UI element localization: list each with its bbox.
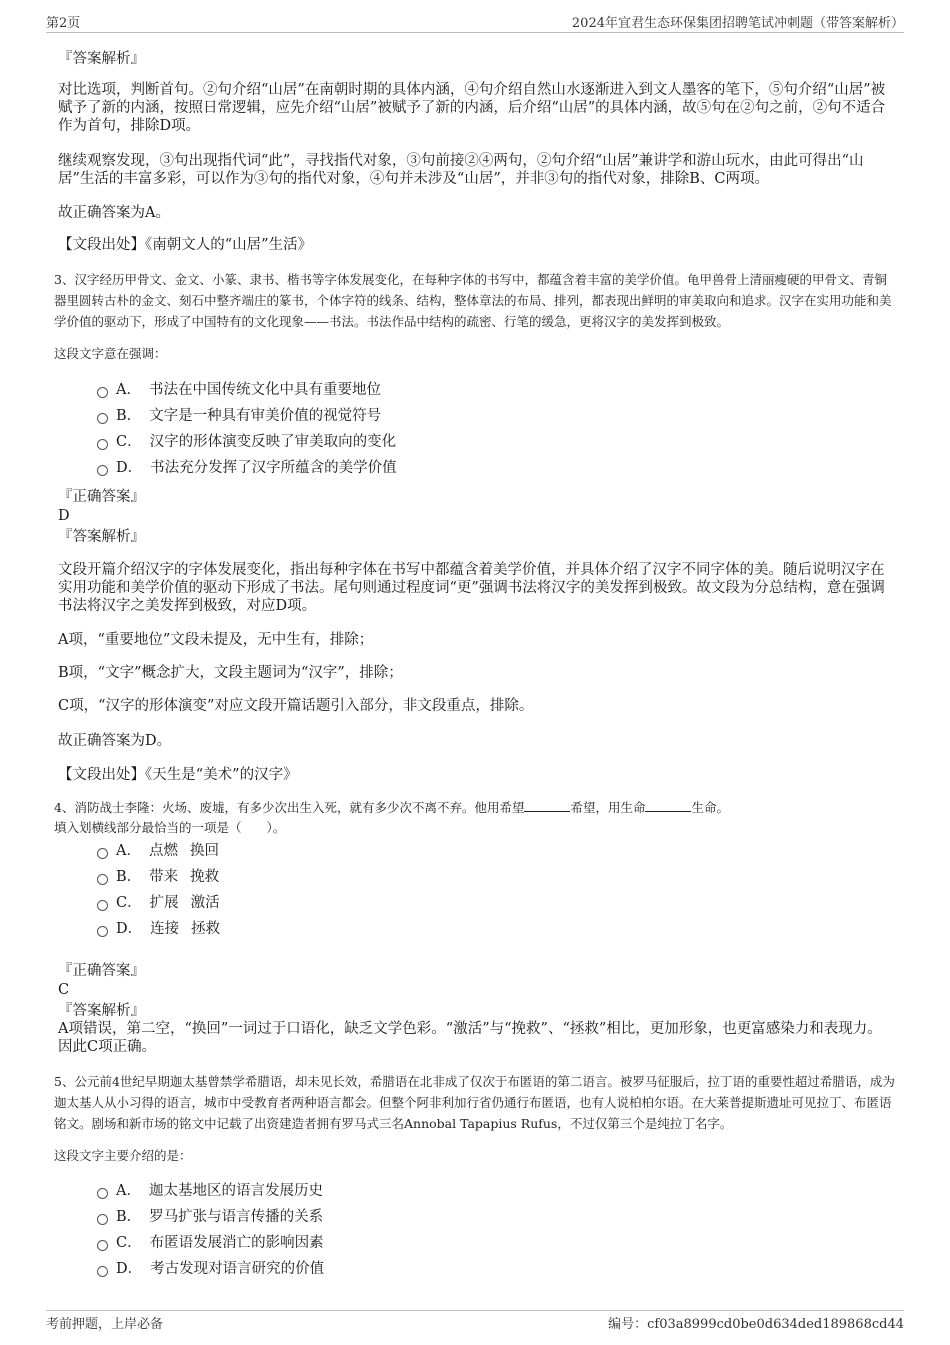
q3-answer: D [58, 508, 70, 524]
radio-icon[interactable] [97, 1240, 108, 1251]
q4-jiexi-p1: A项错误，第二空，“换回”一词过于口语化，缺乏文学色彩。“激活”与“挽救”、“拯救”相比，更加形象，也更富感染力和表现力。因此C项正确。 [58, 1021, 882, 1055]
q5-option-b[interactable]: B． 罗马扩张与语言传播的关系 [97, 1207, 323, 1227]
q3-source: 【文段出处】《天生是“美术”的汉字》 [58, 767, 298, 783]
radio-icon[interactable] [97, 439, 108, 450]
footer-slogan: 考前押题，上岸必备 [46, 1317, 164, 1332]
answer-blank [645, 799, 691, 812]
q3-option-b[interactable]: B． 文字是一种具有审美价值的视觉符号 [97, 406, 381, 426]
footer-divider [46, 1310, 904, 1311]
q3-option-d[interactable]: D． 书法充分发挥了汉字所蕴含的美学价值 [97, 458, 397, 478]
q3-option-a[interactable]: A． 书法在中国传统文化中具有重要地位 [97, 380, 381, 400]
q5-option-c[interactable]: C． 布匿语发展消亡的影响因素 [97, 1233, 324, 1253]
q4-option-d[interactable]: D． 连接 拯救 [97, 919, 220, 939]
page-header [46, 12, 904, 32]
radio-icon[interactable] [97, 926, 108, 937]
answer-blank [524, 799, 570, 812]
q2-source: 【文段出处】《南朝文人的“山居”生活》 [58, 237, 313, 253]
q4-question-text: 4、消防战士李隆：火场、废墟，有多少次出生入死，就有多少次不离不弃。他用希望 希望，用生命 生命。 [54, 800, 729, 815]
q3-jiexi-b: B项，“文字”概念扩大，文段主题词为“汉字”，排除； [58, 665, 403, 681]
q4-prompt: 填入划横线部分最恰当的一项是（ ）。 [54, 820, 286, 835]
q2-conclusion: 故正确答案为A。 [58, 205, 170, 221]
q3-jiexi-a: A项，“重要地位”文段未提及，无中生有，排除； [58, 632, 374, 648]
q4-jiexi-label: 『答案解析』 [58, 1003, 145, 1019]
q5-prompt: 这段文字主要介绍的是： [54, 1148, 192, 1163]
q2-jiexi-p2: 继续观察发现，③句出现指代词“此”，寻找指代对象，③句前接②④两句，②句介绍“山居”兼讲学和游山玩水，由此可得出“山居”生活的丰富多彩，可以作为③句的指代对象，④句并未涉及“山居”，并非③句的指代对象，排除B、C两项。 [58, 153, 864, 187]
q3-answer-label: 『正确答案』 [58, 489, 145, 505]
q3-jiexi-p1: 文段开篇介绍汉字的字体发展变化，指出每种字体在书写中都蕴含着美学价值，并具体介绍了汉字不同字体的美。随后说明汉字在实用功能和美学价值的驱动下形成了书法。尾句则通过程度词“更”强调书法将汉字的美发挥到极致。故文段为分总结构，意在强调书法将汉字之美发挥到极致，对应D项。 [58, 562, 885, 614]
radio-icon[interactable] [97, 413, 108, 424]
radio-icon[interactable] [97, 465, 108, 476]
page-footer [46, 1313, 904, 1333]
radio-icon[interactable] [97, 1266, 108, 1277]
q4-answer: C [58, 982, 70, 998]
radio-icon[interactable] [97, 874, 108, 885]
radio-icon[interactable] [97, 1188, 108, 1199]
radio-icon[interactable] [97, 848, 108, 859]
page-number: 第2页 [46, 16, 81, 31]
q3-prompt: 这段文字意在强调： [54, 346, 167, 361]
radio-icon[interactable] [97, 900, 108, 911]
q3-question-text: 3、汉字经历甲骨文、金文、小篆、隶书、楷书等字体发展变化，在每种字体的书写中，都蕴含着丰富的美学价值。龟甲兽骨上清丽瘦硬的甲骨文、青铜器里圆转古朴的金文、刻石中整齐端庄的篆书，个体字符的线条、结构，整体章法的布局、排列，都表现出鲜明的审美取向和追求。汉字在实用功能和美学价值的驱动下，形成了中国特有的文化现象——书法。书法作品中结构的疏密、行笔的缓急，更将汉字的美发挥到极致。 [54, 272, 892, 329]
radio-icon[interactable] [97, 1214, 108, 1225]
q4-option-b[interactable]: B． 带来 挽救 [97, 867, 219, 887]
q4-answer-label: 『正确答案』 [58, 963, 145, 979]
q4-option-a[interactable]: A． 点燃 换回 [97, 841, 219, 861]
q2-jiexi-p1: 对比选项，判断首句。②句介绍“山居”在南朝时期的具体内涵，④句介绍自然山水逐渐进入到文人墨客的笔下，⑤句介绍“山居”被赋予了新的内涵，按照日常逻辑，应先介绍“山居”被赋予了新的内涵，后介绍“山居”的具体内涵，故⑤句在②句之前，②句不适合作为首句，排除D项。 [58, 82, 886, 134]
header-divider [46, 32, 904, 33]
q5-option-a[interactable]: A． 迦太基地区的语言发展历史 [97, 1181, 323, 1201]
q4-option-c[interactable]: C． 扩展 激活 [97, 893, 220, 913]
q5-question-text: 5、公元前4世纪早期迦太基曾禁学希腊语，却未见长效，希腊语在北非成了仅次于布匿语的第二语言。被罗马征服后，拉丁语的重要性超过希腊语，成为迦太基人从小习得的语言，城市中受教育者两种语言都会。但整个阿非利加行省仍通行布匿语，也有人说柏柏尔语。在大莱普提斯遗址可见拉丁、布匿语铭文。剧场和新市场的铭文中记载了出资建造者拥有罗马式三名Annobal Tapapius Rufus，不过仅第三个是纯拉丁名字。 [54, 1074, 895, 1131]
document-title: 2024年宜君生态环保集团招聘笔试冲刺题（带答案解析） [571, 16, 904, 31]
q3-jiexi-c: C项，“汉字的形体演变”对应文段开篇话题引入部分，非文段重点，排除。 [58, 698, 534, 714]
q2-jiexi-label: 『答案解析』 [58, 51, 145, 67]
q3-jiexi-label: 『答案解析』 [58, 529, 145, 545]
document-code: 编号：cf03a8999cd0be0d634ded189868cd44 [608, 1317, 904, 1332]
q3-option-c[interactable]: C． 汉字的形体演变反映了审美取向的变化 [97, 432, 396, 452]
q5-option-d[interactable]: D． 考古发现对语言研究的价值 [97, 1259, 324, 1279]
radio-icon[interactable] [97, 387, 108, 398]
q3-conclusion: 故正确答案为D。 [58, 733, 172, 749]
